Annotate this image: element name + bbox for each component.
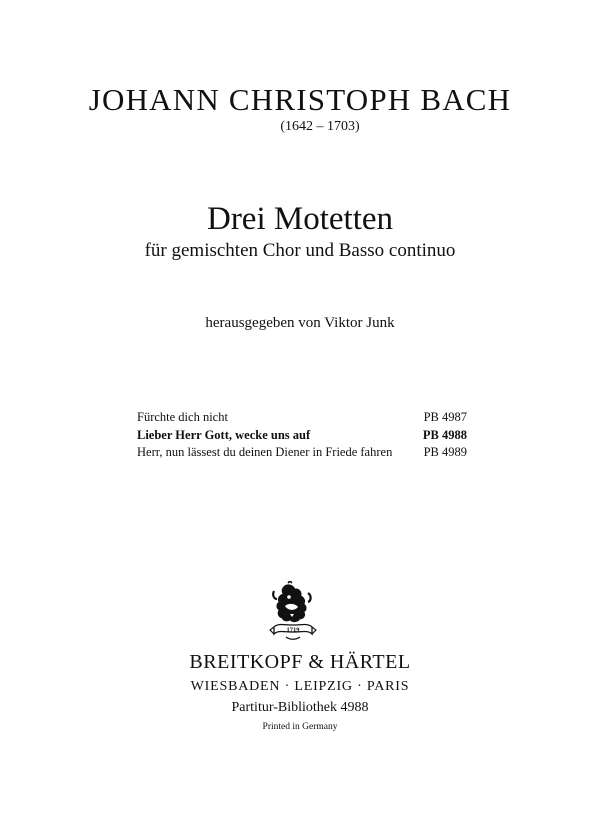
work-title: Drei Motetten	[206, 201, 394, 237]
work-row	[137, 409, 467, 427]
work-row-title: Fürchte dich nicht	[137, 410, 228, 424]
publisher-name: BREITKOPF & HÄRTEL	[189, 651, 411, 673]
series-number: Partitur-Bibliothek 4988	[231, 700, 369, 715]
work-row-title: Lieber Herr Gott, wecke uns auf	[137, 427, 311, 442]
composer-dates: (1642 – 1703)	[280, 119, 360, 134]
works-list	[137, 409, 467, 462]
work-row-number: PB 4989	[423, 445, 467, 459]
work-row-title: Herr, nun lässest du deinen Diener in Friede fahren	[137, 445, 393, 459]
printed-note: Printed in Germany	[262, 722, 338, 732]
work-row	[137, 444, 467, 462]
work-row-number: PB 4988	[422, 427, 467, 442]
editor-credit: herausgegeben von Viktor Junk	[205, 315, 395, 331]
composer-name: JOHANN CHRISTOPH BACH	[88, 82, 512, 117]
breitkopf-logo-icon	[268, 581, 318, 643]
work-row-highlighted	[137, 427, 467, 445]
logo-year: 1719	[286, 626, 300, 634]
work-row-number: PB 4987	[423, 410, 467, 424]
publisher-cities: WIESBADEN · LEIPZIG · PARIS	[190, 679, 410, 694]
work-subtitle: für gemischten Chor und Basso continuo	[144, 240, 456, 261]
